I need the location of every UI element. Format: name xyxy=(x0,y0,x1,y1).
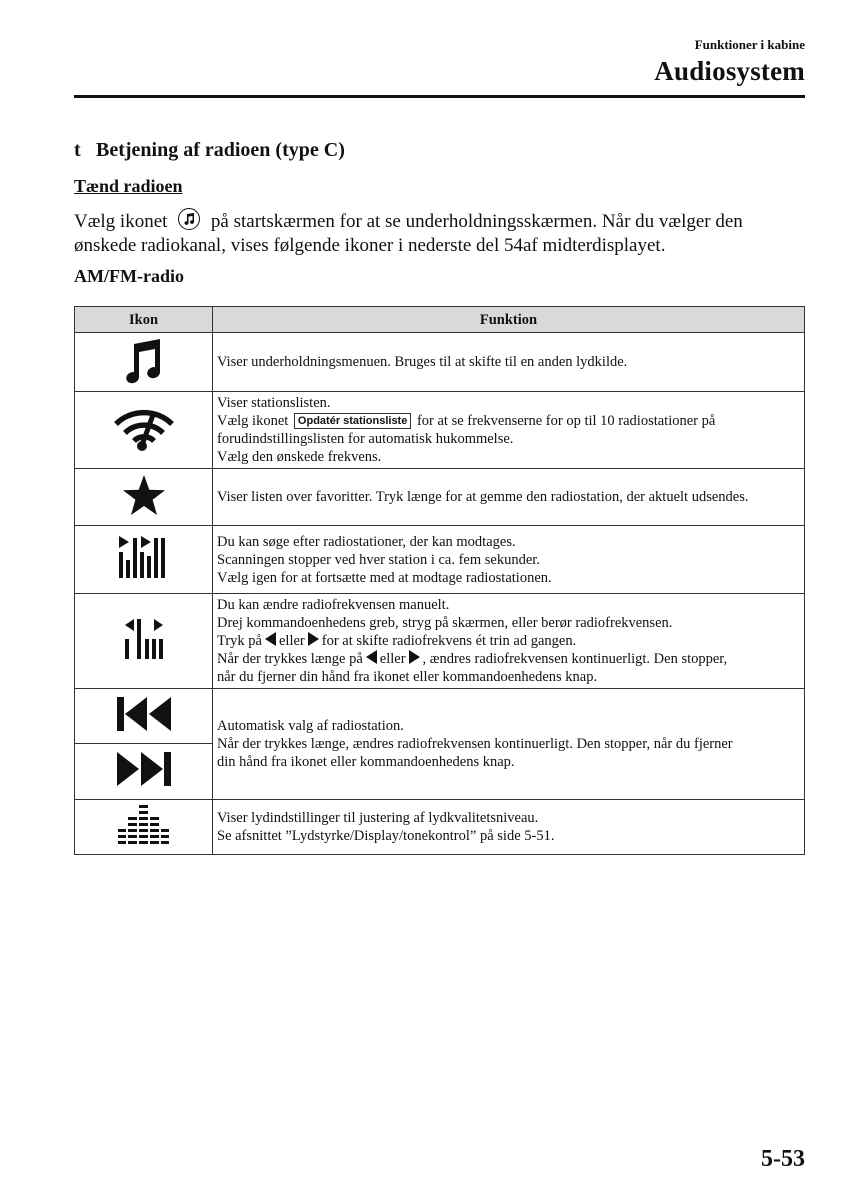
update-station-list-button[interactable]: Opdatér stationsliste xyxy=(294,413,411,429)
row-description: Viser stationslisten. Vælg ikonet Opdatér stationsliste for at se frekvenserne for op til 10 radiostationer på forudindstillingslisten for automatisk hukommelse. Vælg den ønskede frekvens. xyxy=(213,392,805,469)
sound-settings-icon[interactable] xyxy=(75,800,213,855)
scan-icon[interactable] xyxy=(75,526,213,594)
star-icon[interactable] xyxy=(75,469,213,526)
column-header-function: Funktion xyxy=(213,307,805,333)
seek-forward-icon[interactable] xyxy=(75,744,213,800)
table-row xyxy=(75,392,805,469)
left-arrow-icon xyxy=(265,632,276,646)
right-arrow-icon xyxy=(308,632,319,646)
row-description: Automatisk valg af radiostation. Når der trykkes længe, ændres radiofrekvensen kontinuerligt. Den stopper, når du fjerner din hånd fra ikonet eller kommandoenhedens knap. xyxy=(213,689,805,800)
intro-text-after: på startskærmen for at se underholdningsskærmen. Når du vælger den xyxy=(210,211,743,232)
station-list-icon[interactable] xyxy=(75,392,213,469)
music-note-icon xyxy=(178,208,200,230)
section-heading xyxy=(74,139,345,162)
row-description: Viser lydindstillinger til justering af lydkvalitetsniveau. Se afsnittet ”Lydstyrke/Display/tonekontrol” på side 5-51. xyxy=(213,800,805,855)
table-row xyxy=(75,469,805,526)
row-description: Viser listen over favoritter. Tryk længe for at gemme den radiostation, der aktuelt udsendes. xyxy=(213,469,805,526)
left-arrow-icon xyxy=(366,650,377,664)
seek-back-icon[interactable] xyxy=(75,689,213,744)
table-row xyxy=(75,689,805,744)
table-row xyxy=(75,800,805,855)
header-rule xyxy=(74,95,805,98)
chapter-title: Funktioner i kabine xyxy=(694,37,805,52)
right-arrow-icon xyxy=(409,650,420,664)
page-number: 5-53 xyxy=(761,1146,805,1172)
manual-tune-icon[interactable] xyxy=(75,594,213,689)
column-header-icon: Ikon xyxy=(75,307,213,333)
table-header-row xyxy=(75,307,805,333)
row-description: Du kan ændre radiofrekvensen manuelt. Drej kommandoenhedens greb, stryg på skærmen, eller berør radiofrekvensen. Tryk på eller for at skifte radiofrekvens ét trin ad gangen. Når der trykkes længe på eller , ændres radiofrekvensen kontinuerligt. Den stopper, når du fjerner din hånd fra ikonet eller kommandoenhedens knap. xyxy=(213,594,805,689)
subheading: Tænd radioen xyxy=(74,176,183,196)
row-description: Viser underholdningsmenuen. Bruges til at skifte til en anden lydkilde. xyxy=(213,333,805,392)
table-row xyxy=(75,333,805,392)
music-note-icon[interactable] xyxy=(75,333,213,392)
heading-title: Betjening af radioen (type C) xyxy=(96,139,345,161)
heading-marker: t xyxy=(74,139,81,161)
intro-paragraph xyxy=(74,208,809,258)
row-description: Du kan søge efter radiostationer, der kan modtages. Scanningen stopper ved hver station i ca. fem sekunder. Vælg igen for at fortsætte med at modtage radiostationen. xyxy=(213,526,805,594)
section-title: Audiosystem xyxy=(654,56,805,86)
intro-text-line2: ønskede radiokanal, vises følgende ikoner i nederste del 54af midterdisplayet. xyxy=(74,235,666,256)
function-table xyxy=(74,306,805,855)
table-row xyxy=(75,526,805,594)
table-row xyxy=(75,594,805,689)
intro-text-before: Vælg ikonet xyxy=(74,211,168,232)
am-fm-label: AM/FM-radio xyxy=(74,266,184,286)
